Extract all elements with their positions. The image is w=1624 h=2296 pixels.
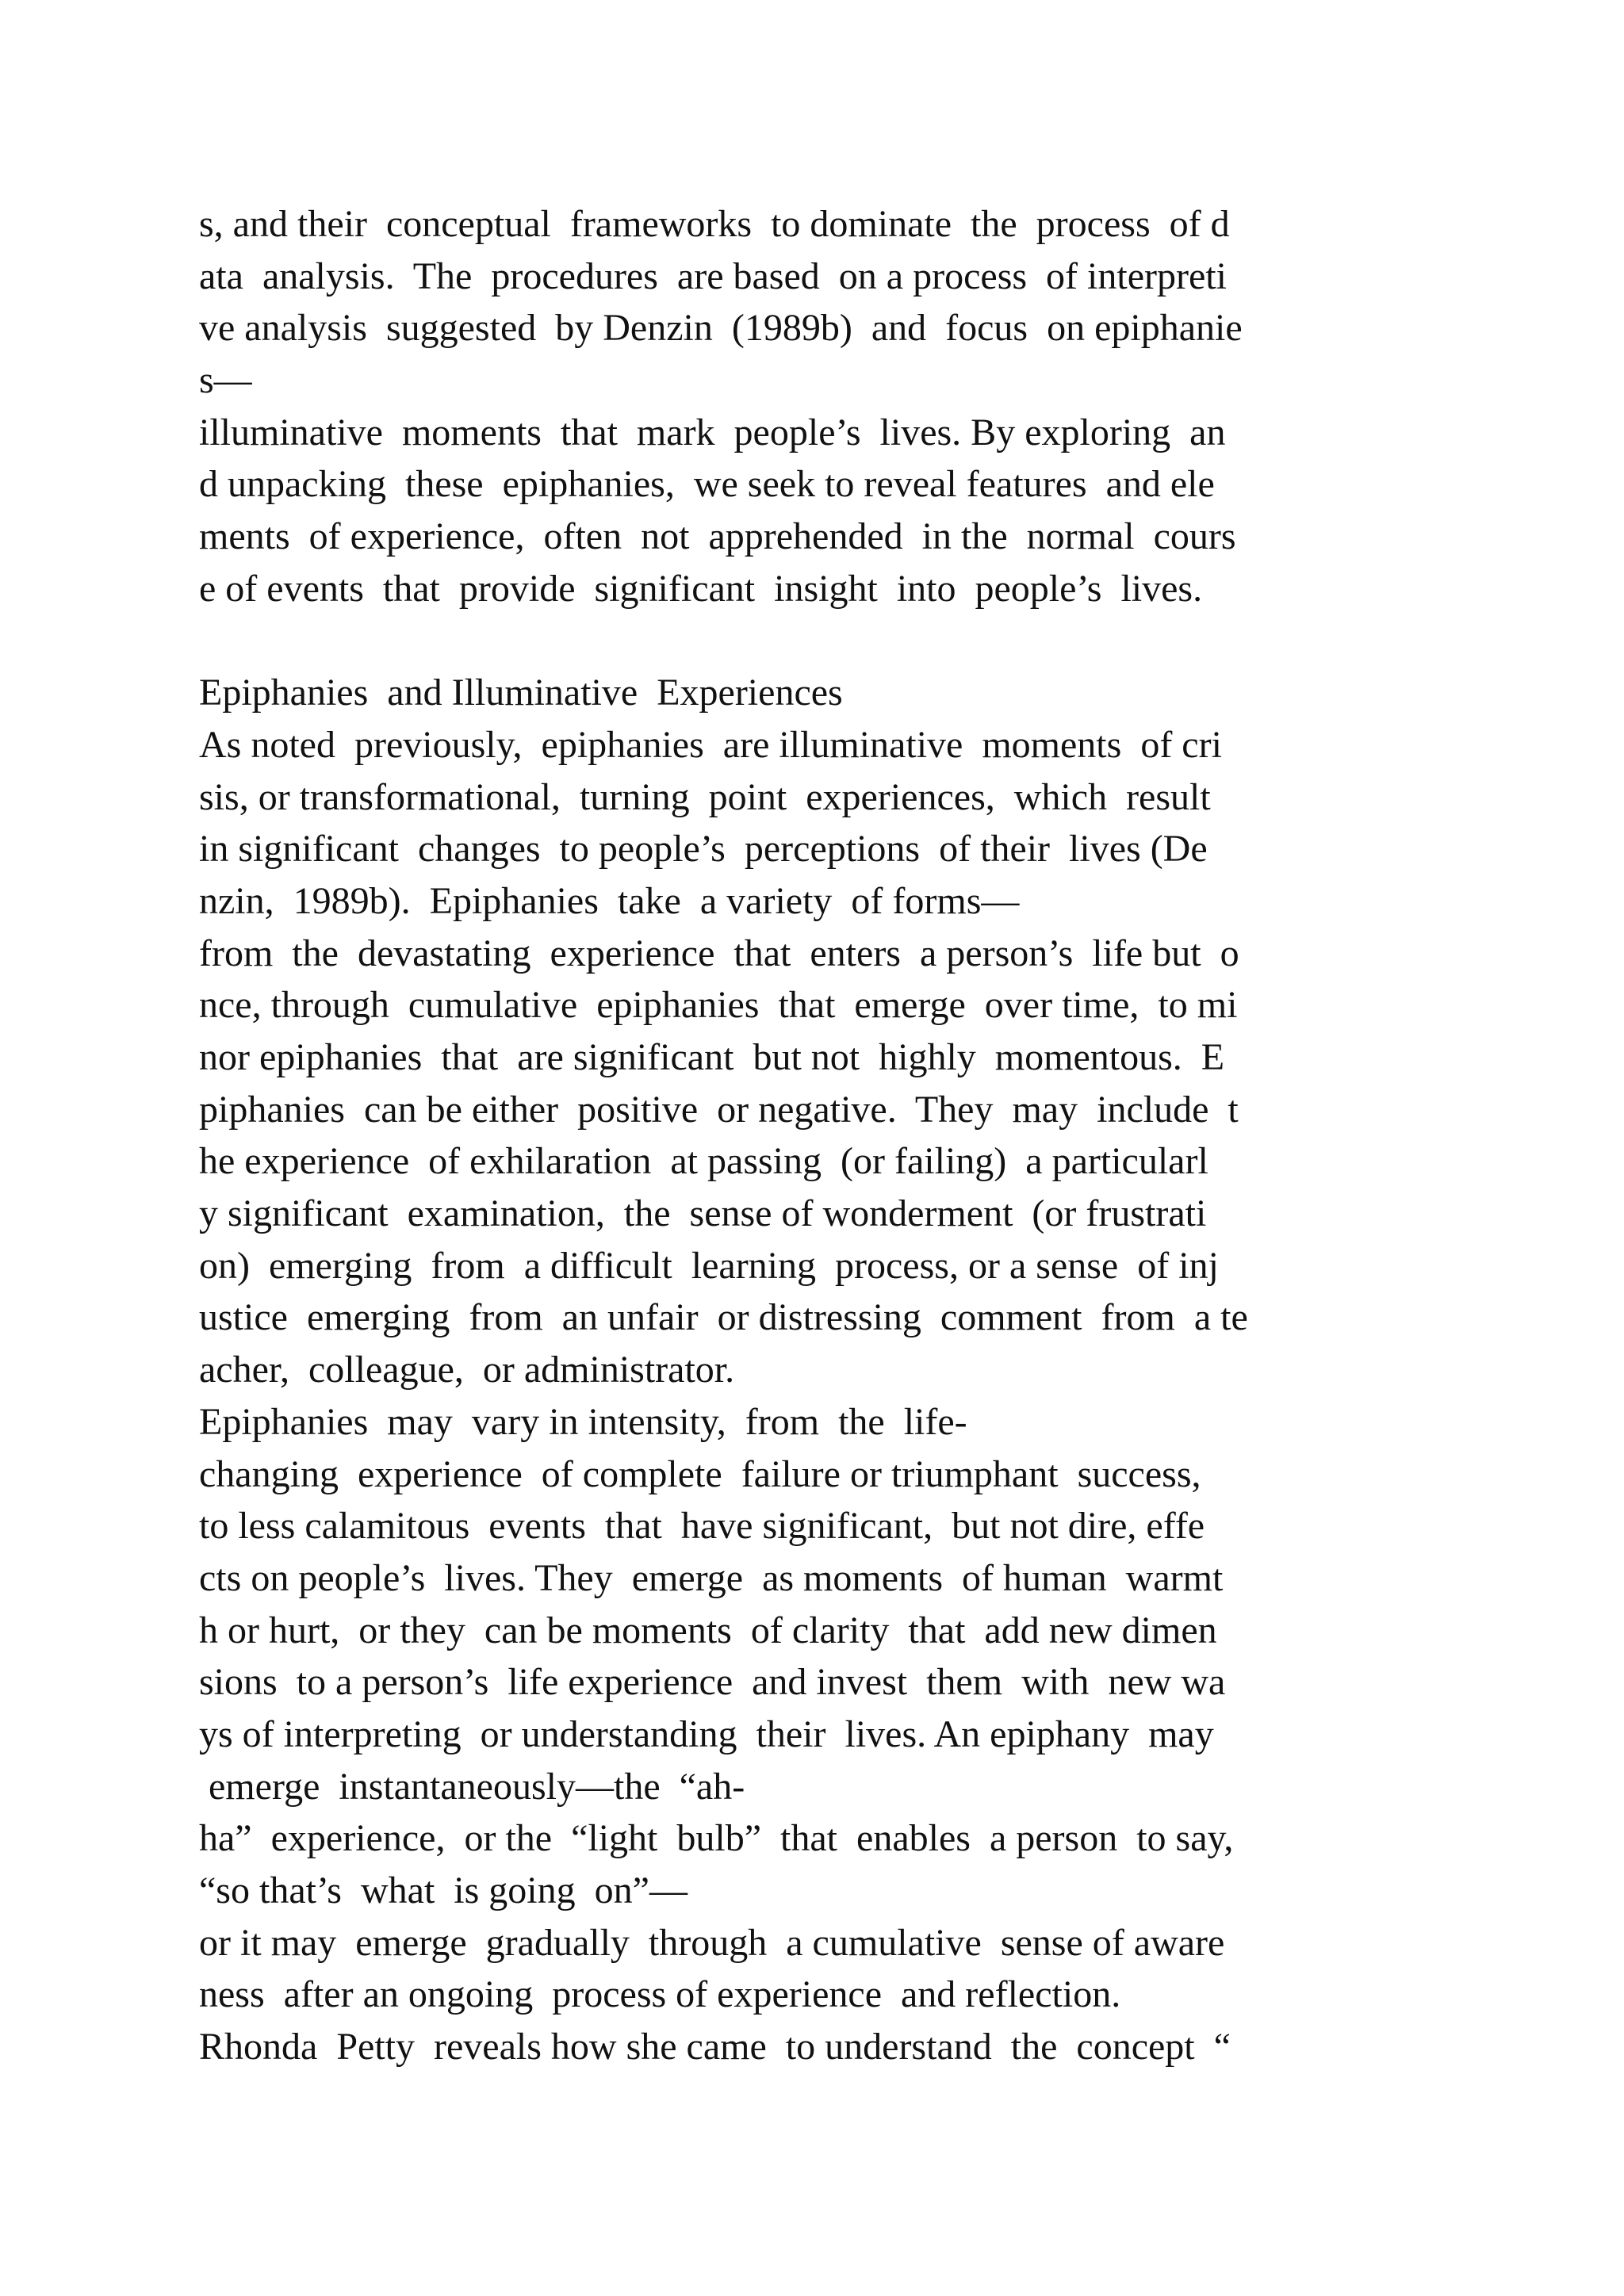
- text-line: h or hurt, or they can be moments of clarity that add new dimen: [199, 1609, 1217, 1651]
- text-line: nzin, 1989b). Epiphanies take a variety of forms—: [199, 879, 1020, 922]
- text-line: “so that’s what is going on”—: [199, 1869, 688, 1911]
- text-line: cts on people’s lives. They emerge as moments of human warmt: [199, 1556, 1224, 1599]
- paragraph: [199, 1396, 1436, 2021]
- text-line: he experience of exhilaration at passing (or failing) a particularl: [199, 1140, 1208, 1183]
- text-line: on) emerging from a difficult learning process, or a sense of inj: [199, 1244, 1219, 1287]
- paragraph-gap: [199, 615, 1436, 668]
- text-line: Epiphanies may vary in intensity, from the life-: [199, 1400, 967, 1443]
- paragraph: [199, 198, 1436, 615]
- text-line: piphanies can be either positive or negative. They may include t: [199, 1088, 1239, 1131]
- text-line: sis, or transformational, turning point experiences, which result: [199, 775, 1211, 818]
- text-line: y significant examination, the sense of wonderment (or frustrati: [199, 1192, 1207, 1235]
- text-line: nor epiphanies that are significant but not highly momentous. E: [199, 1036, 1225, 1078]
- paragraph: [199, 2021, 1436, 2073]
- text-line: ata analysis. The procedures are based on a process of interpreti: [199, 254, 1227, 297]
- text-line: or it may emerge gradually through a cumulative sense of aware: [199, 1921, 1225, 1964]
- text-line: d unpacking these epiphanies, we seek to reveal features and ele: [199, 463, 1215, 506]
- text-line: ha” experience, or the “light bulb” that enables a person to say,: [199, 1817, 1234, 1860]
- paragraph: [199, 719, 1436, 1396]
- text-line: s—: [199, 359, 252, 402]
- section-heading: Epiphanies and Illuminative Experiences: [199, 672, 843, 714]
- text-line: e of events that provide significant insight into people’s lives.: [199, 567, 1203, 610]
- text-line: to less calamitous events that have significant, but not dire, effe: [199, 1505, 1205, 1548]
- text-line: acher, colleague, or administrator.: [199, 1349, 735, 1391]
- text-line: from the devastating experience that enters a person’s life but o: [199, 932, 1239, 974]
- text-line: ments of experience, often not apprehended in the normal cours: [199, 515, 1236, 558]
- text-line: ys of interpreting or understanding their lives. An epiphany may: [199, 1712, 1214, 1755]
- text-line: illuminative moments that mark people’s lives. By exploring an: [199, 411, 1226, 453]
- text-line: Rhonda Petty reveals how she came to understand the concept “: [199, 2026, 1231, 2068]
- text-line: ness after an ongoing process of experience and reflection.: [199, 1973, 1121, 2016]
- text-line: ustice emerging from an unfair or distressing comment from a te: [199, 1296, 1248, 1339]
- text-line: s, and their conceptual frameworks to dominate the process of d: [199, 203, 1230, 245]
- text-line: changing experience of complete failure or triumphant success,: [199, 1452, 1201, 1495]
- text-line: emerge instantaneously—the “ah-: [199, 1765, 745, 1808]
- text-line: nce, through cumulative epiphanies that emerge over time, to mi: [199, 984, 1238, 1027]
- text-line: in significant changes to people’s perceptions of their lives (De: [199, 828, 1208, 871]
- body-text: [199, 198, 1436, 2073]
- text-line: As noted previously, epiphanies are illuminative moments of cri: [199, 723, 1222, 766]
- text-line: sions to a person’s life experience and invest them with new wa: [199, 1661, 1226, 1704]
- text-line: ve analysis suggested by Denzin (1989b) and focus on epiphanie: [199, 307, 1243, 350]
